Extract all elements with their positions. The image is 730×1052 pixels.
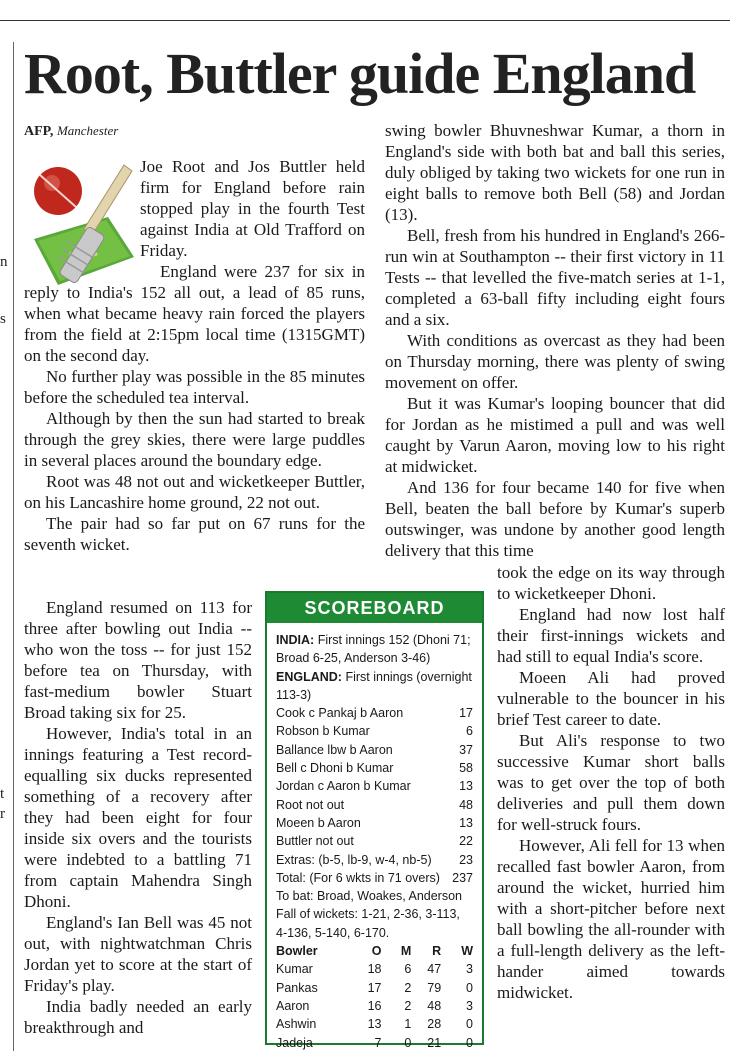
paragraph: Although by then the sun had started to break through the grey skies, there were large puddles in several places around the boundary edge.: [24, 409, 365, 470]
batting-row: [276, 796, 473, 814]
batting-row: [276, 704, 473, 722]
paragraph: However, India's total in an innings featuring a Test record-equalling six ducks represented something of a recovery after they had been eight for four inside six overs and the tourists were indebted to a battling 71 from captain Mahendra Singh Dhoni.: [24, 724, 252, 911]
bowling-cell: 2: [404, 980, 412, 995]
paragraph: swing bowler Bhuvneshwar Kumar, a thorn in England's side with both bat and ball this series, duly obliged by taking two wickets for one run in eight balls to remove both Bell (58) and Jordan (13).: [385, 121, 725, 224]
batting-row: [276, 722, 473, 740]
bowling-cell: 7: [374, 1035, 382, 1050]
india-innings: [276, 631, 473, 668]
bowling-header-cell: O: [371, 944, 382, 959]
bowling-cell: 48: [427, 998, 442, 1013]
paragraph: took the edge on its way through to wicketkeeper Dhoni.: [497, 563, 725, 603]
batting-row: [276, 777, 473, 795]
batsman-runs: 6: [466, 724, 473, 739]
bowling-cell: 18: [367, 962, 382, 977]
paragraph: But Ali's response to two successive Kumar short balls was to get over the top of both deliveries and pull them down for well-struck fours.: [497, 731, 725, 834]
byline: [24, 123, 118, 140]
paragraph: England had now lost half their first-innings wickets and had still to equal India's score.: [497, 605, 725, 666]
column-3: [497, 562, 725, 1003]
paragraph: India badly needed an early breakthrough and: [24, 997, 252, 1037]
column-1-upper: [140, 156, 365, 261]
batting-row: [276, 869, 473, 887]
paragraph: But it was Kumar's looping bouncer that did for Jordan as he mistimed a pull and was well caught by Varun Aaron, moving low to his right at midwicket.: [385, 394, 725, 476]
england-label: ENGLAND:: [276, 669, 342, 684]
scoreboard-title: SCOREBOARD: [267, 593, 482, 623]
headline: Root, Buttler guide England: [24, 41, 696, 106]
bowling-header-cell: W: [461, 944, 473, 959]
bowling-cell: 3: [466, 998, 473, 1013]
adjacent-column-fragment: s: [0, 311, 6, 327]
bowling-cell: Ashwin: [276, 1017, 317, 1032]
column-1-lower: [24, 597, 252, 1038]
batsman-name: Buttler not out: [276, 834, 354, 849]
bowling-cell: 0: [466, 980, 473, 995]
bowling-table: [276, 942, 473, 1052]
batsman-name: Bell c Dhoni b Kumar: [276, 761, 394, 776]
batsman-runs: 237: [452, 870, 473, 885]
scoreboard-body: [267, 623, 482, 1052]
bowling-header-cell: Bowler: [276, 944, 318, 959]
batsman-name: Extras: (b-5, lb-9, w-4, nb-5): [276, 852, 432, 867]
bowling-cell: 21: [427, 1035, 442, 1050]
adjacent-column-fragment: n: [0, 254, 8, 270]
batting-row: [276, 832, 473, 850]
bowling-cell: 0: [404, 1035, 412, 1050]
to-bat: To bat: Broad, Woakes, Anderson: [276, 889, 462, 904]
paragraph: England resumed on 113 for three after bowling out India -- who won the toss -- for just 152 before tea on Thursday, with fast-medium bowler Stuart Broad taking six for 25.: [24, 598, 252, 722]
paragraph: The pair had so far put on 67 runs for the seventh wicket.: [24, 514, 365, 554]
cricket-ball-icon: [34, 167, 82, 215]
scoreboard-box: [265, 591, 484, 1050]
batting-row: [276, 814, 473, 832]
paragraph: Moeen Ali had proved vulnerable to the bouncer in his brief Test career to date.: [497, 668, 725, 729]
bowling-header-cell: R: [432, 944, 442, 959]
bowling-cell: 0: [466, 1035, 473, 1050]
bowling-row: [276, 1015, 473, 1033]
fall-of-wickets: Fall of wickets: 1-21, 2-36, 3-113, 4-136, 5-140, 6-170.: [276, 907, 460, 940]
paragraph: Root was 48 not out and wicketkeeper Buttler, on his Lancashire home ground, 22 not out.: [24, 472, 365, 512]
batting-row: [276, 741, 473, 759]
batsman-runs: 17: [459, 706, 473, 721]
bowling-cell: 47: [427, 962, 442, 977]
bowling-cell: Kumar: [276, 962, 313, 977]
paragraph: England were 237 for six in reply to India's 152 all out, a lead of 85 runs, when what became heavy rain forced the players from the field at 2:15pm local time (1315GMT) on the second day.: [24, 262, 365, 365]
batsman-name: Moeen b Aaron: [276, 815, 361, 830]
batsman-name: Total: (For 6 wkts in 71 overs): [276, 870, 440, 885]
bowling-row: [276, 979, 473, 997]
bowling-cell: 3: [466, 962, 473, 977]
india-summary: First innings 152 (Dhoni 71; Broad 6-25, Anderson 3-46): [276, 633, 471, 666]
batsman-runs: 13: [459, 815, 473, 830]
bowling-cell: 1: [404, 1017, 412, 1032]
batsman-runs: 37: [459, 742, 473, 757]
batsman-runs: 58: [459, 761, 473, 776]
byline-agency: AFP,: [24, 124, 54, 139]
batting-row: [276, 759, 473, 777]
batting-list: [276, 704, 473, 887]
batsman-runs: 13: [459, 779, 473, 794]
bowling-cell: 13: [367, 1017, 382, 1032]
batsman-runs: 48: [459, 797, 473, 812]
batsman-runs: 22: [459, 834, 473, 849]
batsman-runs: 23: [459, 852, 473, 867]
bowling-cell: Pankas: [276, 980, 318, 995]
bowling-cell: 79: [427, 980, 442, 995]
batting-row: [276, 851, 473, 869]
paragraph: With conditions as overcast as they had been on Thursday morning, there was plenty of swing movement on offer.: [385, 331, 725, 392]
bowling-cell: 0: [466, 1017, 473, 1032]
england-summary: First innings (overnight 113-3): [276, 669, 472, 702]
bowling-row: [276, 997, 473, 1015]
paragraph: However, Ali fell for 13 when recalled fast bowler Aaron, from around the wicket, hurried him with a short-pitcher before next ball bowling the all-rounder with a full-length delivery as the left-hander aimed towards midwicket.: [497, 836, 725, 1002]
india-label: INDIA:: [276, 633, 315, 647]
adjacent-column-fragment: r: [0, 806, 5, 822]
bowling-row: [276, 960, 473, 978]
paragraph: England's Ian Bell was 45 not out, with nightwatchman Chris Jordan yet to score at the start of Friday's play.: [24, 913, 252, 995]
bowling-cell: 2: [404, 998, 412, 1013]
bowling-cell: 28: [427, 1017, 442, 1032]
bowling-cell: Jadeja: [276, 1035, 313, 1050]
bowling-cell: 17: [367, 980, 382, 995]
batsman-name: Ballance lbw b Aaron: [276, 742, 393, 757]
byline-place: Manchester: [56, 123, 119, 138]
column-2: [385, 120, 725, 561]
bowling-header-cell: M: [400, 944, 412, 959]
bowling-row: [276, 1034, 473, 1052]
paragraph: No further play was possible in the 85 minutes before the scheduled tea interval.: [24, 367, 365, 407]
column-1-main: [24, 261, 365, 555]
bowling-cell: 16: [367, 998, 382, 1013]
paragraph: Joe Root and Jos Buttler held firm for England before rain stopped play in the fourth Test against India at Old Trafford on Friday.: [140, 157, 365, 260]
batsman-name: Jordan c Aaron b Kumar: [276, 779, 411, 794]
batsman-name: Robson b Kumar: [276, 724, 370, 739]
batsman-name: Root not out: [276, 797, 345, 812]
top-rule: [0, 20, 730, 21]
bowling-header: [276, 942, 473, 960]
england-innings: [276, 668, 473, 705]
paragraph: Bell, fresh from his hundred in England's 266-run win at Southampton -- their first victory in 11 Tests -- that levelled the five-match series at 1-1, completed a 63-ball fifty including eight fours and a six.: [385, 226, 725, 329]
adjacent-column-fragment: t: [0, 786, 5, 802]
bowling-cell: 6: [404, 962, 412, 977]
paragraph: And 136 for four became 140 for five when Bell, beaten the ball before by Kumar's superb outswinger, was undone by another good length delivery that this time: [385, 478, 725, 560]
bowling-cell: Aaron: [276, 998, 310, 1013]
batsman-name: Cook c Pankaj b Aaron: [276, 706, 404, 721]
column-divider: [13, 42, 14, 1051]
